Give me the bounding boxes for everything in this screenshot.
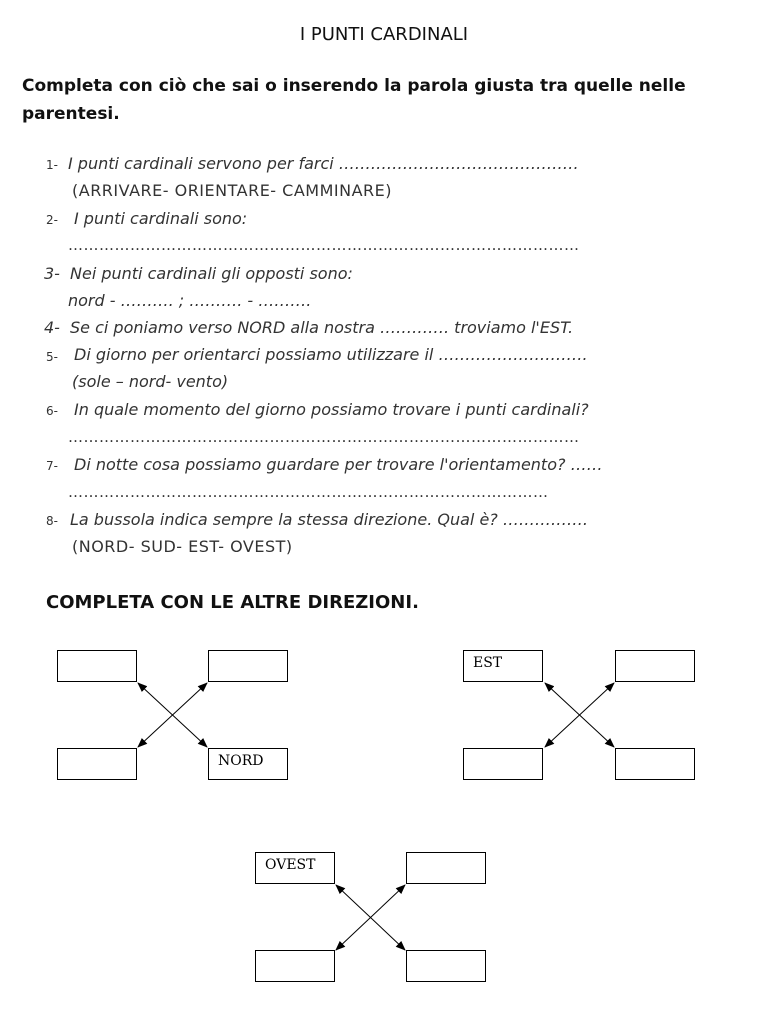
- question-6-answer-line: ………………………………………………………………………………………: [68, 428, 580, 446]
- question-3-text: Nei punti cardinali gli opposti sono:: [70, 264, 353, 283]
- instructions: Completa con ciò che sai o inserendo la parola giusta tra quelle nelle parentesi.: [22, 76, 686, 124]
- diagram-2-bottom-left-box[interactable]: [463, 748, 543, 780]
- diagram-2-bottom-right-box[interactable]: [615, 748, 695, 780]
- diagram-1-top-left-box[interactable]: [57, 650, 137, 682]
- diagram-3-bottom-left-box[interactable]: [255, 950, 335, 982]
- question-1-number: 1-: [46, 158, 58, 172]
- question-7-text: Di notte cosa possiamo guardare per trovare l'orientamento? ……: [74, 455, 603, 474]
- diagram-3-bottom-right-box[interactable]: [406, 950, 486, 982]
- section-title: COMPLETA CON LE ALTRE DIREZIONI.: [46, 592, 419, 613]
- question-8-number: 8-: [46, 514, 58, 528]
- question-2-answer-line: ………………………………………………………………………………………: [68, 236, 580, 254]
- question-4-number: 4-: [44, 318, 60, 337]
- diagram-1-bottom-right-box: NORD: [208, 748, 288, 780]
- question-1-text: I punti cardinali servono per farci ………………………………………: [68, 154, 579, 173]
- question-3-number: 3-: [44, 264, 60, 283]
- diagram-2-top-left-box: EST: [463, 650, 543, 682]
- question-8-text: La bussola indica sempre la stessa direzione. Qual è? …………….: [70, 510, 588, 529]
- question-5-options: (sole – nord- vento): [72, 372, 229, 391]
- diagram-3-top-right-box[interactable]: [406, 852, 486, 884]
- diagram-1-bottom-left-box[interactable]: [57, 748, 137, 780]
- question-2-text: I punti cardinali sono:: [74, 209, 248, 228]
- question-7-number: 7-: [46, 459, 58, 473]
- question-3-answer-line: nord - ………. ; ………. - ……….: [68, 291, 312, 310]
- question-1-options: (ARRIVARE- ORIENTARE- CAMMINARE): [72, 181, 392, 200]
- question-4-text: Se ci poniamo verso NORD alla nostra …………. troviamo l'EST.: [70, 318, 574, 337]
- diagram-3-top-left-box: OVEST: [255, 852, 335, 884]
- question-5-number: 5-: [46, 350, 58, 364]
- diagram-2-top-right-box[interactable]: [615, 650, 695, 682]
- question-6-text: In quale momento del giorno possiamo trovare i punti cardinali?: [74, 400, 589, 419]
- question-8-options: (NORD- SUD- EST- OVEST): [72, 537, 293, 556]
- diagram-1-top-right-box[interactable]: [208, 650, 288, 682]
- question-5-text: Di giorno per orientarci possiamo utilizzare il ……………………….: [74, 345, 588, 364]
- page-title: I PUNTI CARDINALI: [299, 24, 469, 45]
- question-7-answer-line: …………………………………………………………………………………: [68, 483, 549, 501]
- question-2-number: 2-: [46, 213, 58, 227]
- question-6-number: 6-: [46, 404, 58, 418]
